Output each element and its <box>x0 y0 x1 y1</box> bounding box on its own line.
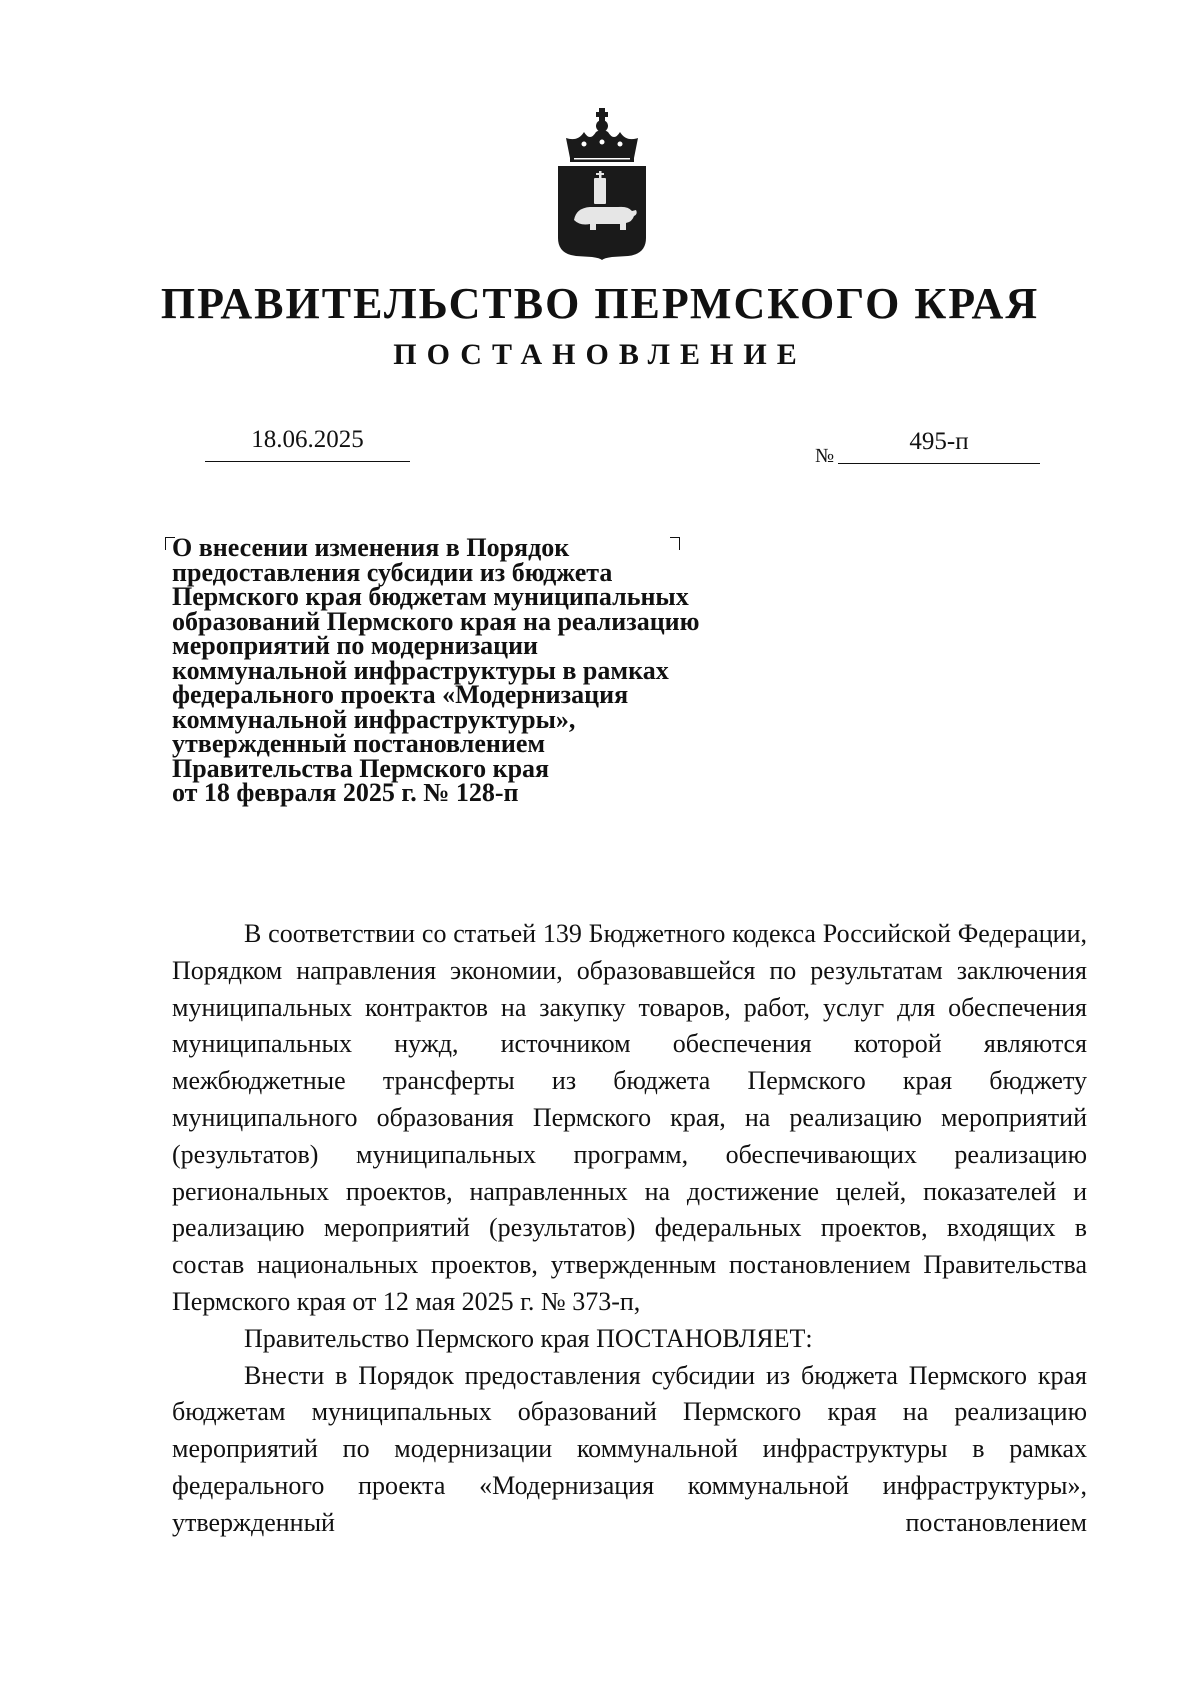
heading-line: образований Пермского края на реализацию <box>172 606 700 636</box>
heading-line: Правительства Пермского края <box>172 753 550 783</box>
heading-line: О внесении изменения в Порядок <box>172 533 570 562</box>
heading-line: предоставления субсидии из бюджета <box>172 557 613 587</box>
number-underline <box>838 463 1040 464</box>
document-date: 18.06.2025 <box>251 426 364 453</box>
body-paragraph-amendment: Внести в Порядок предоставления субсидии из бюджета Пермского края бюджетам муниципальных образований Пермского края на реализацию мероприятий по модернизации коммунальной инфраструктуры в рамках федерального проекта «Модернизация коммунальной инфраструктуры», утвержденный постановлением <box>172 1360 1087 1537</box>
body-paragraph-legal-basis: В соответствии со статьей 139 Бюджетного кодекса Российской Федерации, Порядком направления экономии, образовавшейся по результатам заключения муниципальных контрактов на закупку товаров, работ, услуг для обеспечения муниципальных нужд, источником обеспечения которой являются межбюджетные трансферты из бюджета Пермского края бюджету муниципального образования Пермского края, на реализацию мероприятий (результатов) муниципальных программ, обеспечивающих реализацию региональных проектов, направленных на достижение целей, показателей и реализацию мероприятий (результатов) федеральных проектов, входящих в состав национальных проектов, утвержденным постановлением Правительства Пермского края от 12 мая 2025 г. № 373-п, <box>172 919 1087 1316</box>
government-title: ПРАВИТЕЛЬСТВО ПЕРМСКОГО КРАЯ <box>160 279 1040 328</box>
heading-line: Пермского края бюджетам муниципальных <box>172 582 689 611</box>
crown-icon <box>566 108 638 162</box>
heading-line: утвержденный постановлением <box>172 729 546 758</box>
heading-line: от 18 февраля 2025 г. № 128-п <box>172 778 519 807</box>
document-number: 495-п <box>909 428 969 455</box>
coat-of-arms-icon <box>556 108 648 260</box>
heading-line: федерального проекта «Модернизация <box>172 680 629 709</box>
date-underline <box>205 461 410 462</box>
heading-line: коммунальной инфраструктуры», <box>172 704 576 734</box>
heading-line: мероприятий по модернизации <box>172 631 539 660</box>
document-body <box>172 916 1087 1542</box>
heading-line: коммунальной инфраструктуры в рамках <box>172 655 669 685</box>
document-type-title: ПОСТАНОВЛЕНИЕ <box>393 338 807 371</box>
document-heading <box>172 533 772 807</box>
number-sign: № <box>815 445 835 467</box>
body-paragraph-resolves: Правительство Пермского края ПОСТАНОВЛЯЕТ: <box>244 1323 813 1353</box>
